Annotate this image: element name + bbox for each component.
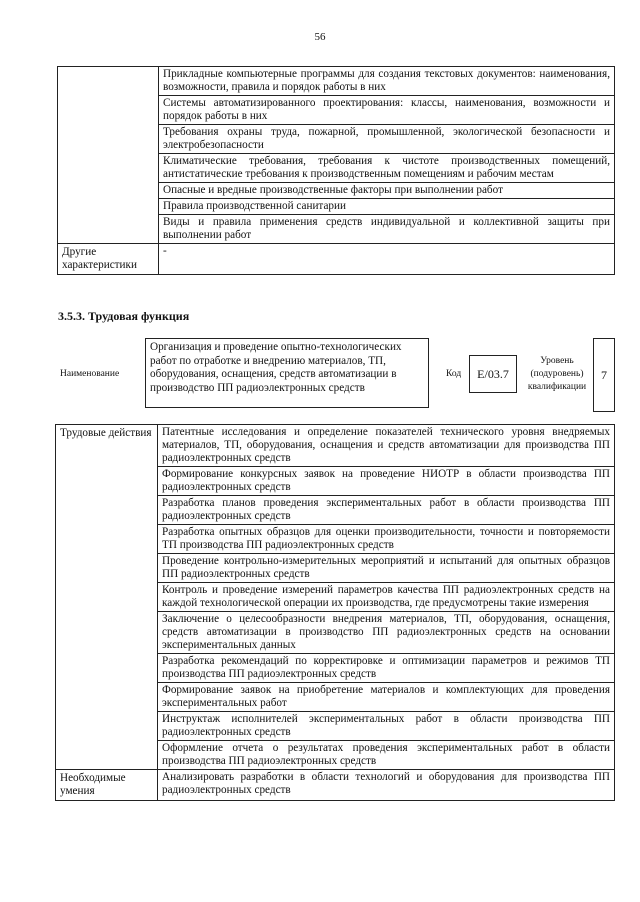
table-cell: Разработка планов проведения экспериментальных работ в области производства ПП радиоэлектронных средств (158, 496, 615, 525)
table-cell: Заключение о целесообразности внедрения материалов, ТП, оборудования, оснащения, средств автоматизации в производство ПП радиоэлектронных средств на основании экспериментальных данных (158, 612, 615, 654)
table-row (58, 244, 615, 275)
table-cell: Прикладные компьютерные программы для создания текстовых документов: наименования, возможности, правила и порядок работы в них (159, 67, 615, 96)
table-cell: Оформление отчета о результатах проведения экспериментальных работ в области производства ПП радиоэлектронных средств (158, 741, 615, 770)
table-cell: Инструктаж исполнителей экспериментальных работ в области производства ПП радиоэлектронных средств (158, 712, 615, 741)
table-cell: Правила производственной санитарии (159, 199, 615, 215)
qualification-level-label: Уровень (подуровень) квалификации (527, 356, 587, 392)
table-cell: Требования охраны труда, пожарной, промышленной, экологической безопасности и электробезопасности (159, 125, 615, 154)
table-cell: Системы автоматизированного проектирования: классы, наименования, возможности и порядок работы в них (159, 96, 615, 125)
table-cell: Формирование конкурсных заявок на проведение НИОТР в области производства ПП радиоэлектронных средств (158, 467, 615, 496)
table-row (58, 67, 615, 96)
table-row (56, 425, 615, 467)
page-number: 56 (314, 31, 326, 43)
other-characteristics-value: - (159, 244, 615, 275)
name-label: Наименование (60, 369, 120, 379)
labor-actions-label: Трудовые действия (56, 425, 158, 770)
table-cell: Разработка опытных образцов для оценки производительности, точности и повторяемости ТП производства ПП радиоэлектронных средств (158, 525, 615, 554)
table-cell: Анализировать разработки в области технологий и оборудования для производства ПП радиоэлектронных средств (158, 770, 615, 801)
table-cell: Опасные и вредные производственные факторы при выполнении работ (159, 183, 615, 199)
required-skills-label: Необходимые умения (56, 770, 158, 801)
section-heading: 3.5.3. Трудовая функция (58, 309, 190, 323)
table-cell: Разработка рекомендаций по корректировке и оптимизации параметров и режимов ТП производства ПП радиоэлектронных средств (158, 654, 615, 683)
table-row (56, 770, 615, 801)
function-name-box: Организация и проведение опытно-технологических работ по отработке и внедрению материалов, ТП, оборудования, оснащения, средств автоматизации в производство ПП радиоэлектронных средств (145, 338, 429, 408)
code-label: Код (446, 369, 462, 379)
table-cell: Виды и правила применения средств индивидуальной и коллективной защиты при выполнении работ (159, 215, 615, 244)
table-cell: Контроль и проведение измерений параметров качества ПП радиоэлектронных средств на каждой технологической операции их производства, где предусмотрены такие измерения (158, 583, 615, 612)
table-cell: Формирование заявок на приобретение материалов и комплектующих для проведения экспериментальных работ (158, 683, 615, 712)
table-cell: Климатические требования, требования к чистоте производственных помещений, антистатические требования к производственным помещениям и рабочим местам (159, 154, 615, 183)
labor-actions-table (55, 424, 615, 801)
empty-label-cell (58, 67, 159, 244)
qualification-level-box: 7 (593, 338, 615, 412)
table-cell: Проведение контрольно-измерительных мероприятий и испытаний для опытных образцов ПП радиоэлектронных средств (158, 554, 615, 583)
table-cell: Патентные исследования и определение показателей технического уровня внедряемых материалов, ТП, оборудования, оснащения и средств автоматизации для производства ПП радиоэлектронных средств (158, 425, 615, 467)
code-box: E/03.7 (469, 355, 517, 393)
other-characteristics-label: Другие характеристики (58, 244, 159, 275)
knowledge-table (57, 66, 615, 275)
